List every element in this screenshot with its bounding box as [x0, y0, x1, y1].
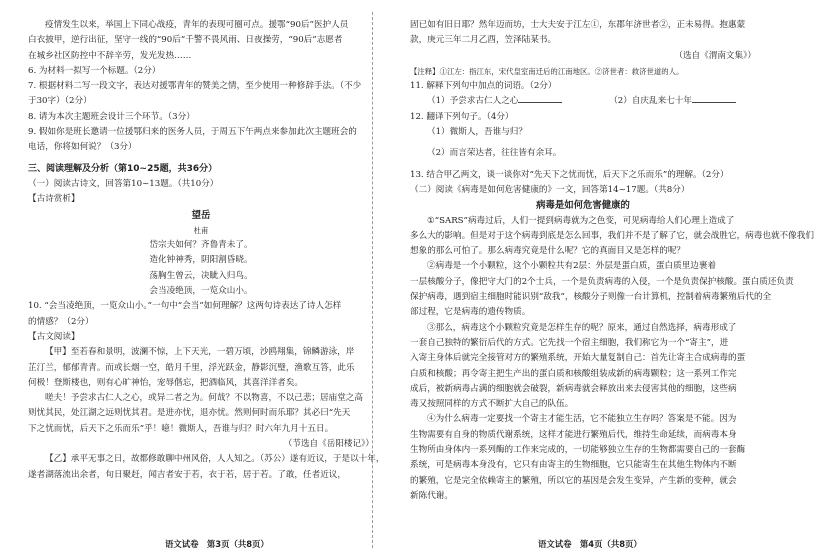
poem-line: 造化钟神秀，阴阳割昏晓。: [149, 255, 253, 266]
question-11-item-2: [609, 94, 736, 109]
poem-line: 荡胸生曾云，决眦入归鸟。: [149, 270, 253, 281]
passage-jia-line: 则忧其民，处江湖之远则忧其君。是进亦忧，退亦忧。然则何时而乐耶？其必曰“先天: [28, 408, 351, 419]
article-para-1-line: ①“SARS”病毒过后，人们一提到病毒就为之色变，可见病毒给人们心理上造成了: [427, 215, 735, 226]
article-para-4-line: 系统，可是病毒本身没有，它只有由寄主的生物细胞，它只能寄生在其他生物体内不断: [410, 460, 737, 471]
passage-jia-line: 嗟夫！予尝求古仁人之心，或异二者之为。何哉？不以物喜，不以己悲；居庙堂之高: [45, 393, 363, 404]
answer-blank[interactable]: [692, 94, 736, 103]
question-10-cont: 的情感？（2分）: [28, 316, 94, 327]
question-7: 7. 根据材料二写一段文字，表达对援鄂青年的赞美之情，至少使用一种修辞手法。（不少: [28, 81, 362, 92]
prose-heading: 【古文阅读】: [28, 331, 80, 342]
article-para-1-line: 想象的那么可怕了。那么病毒究竟是什么呢？它的真面目又是怎样的呢？: [410, 246, 686, 257]
passage-yi-line: 【乙】承平无事之日，故都修敢聊中州风俗，人人知之。（苏公）遂有近议，于是以十年，: [45, 454, 385, 465]
article-para-2-line: 保护病毒，遇到宿主细胞时能识别“敌我”，核酸分子则像一台计算机，控制着病毒繁殖后代的全: [410, 292, 772, 303]
passage-yi-line: 固已如有旧日耶？然年迈而坊，士大夫安于江左①，东郡年济世者②，正未易得。抱惠蒙: [410, 20, 746, 30]
article-para-2-line: ②病毒是一个小颗粒，这个小颗粒共有2层：外层是蛋白质，蛋白质里边裹着: [427, 261, 717, 272]
question-8: 8. 请为本次主题班会设计三个环节。（3分）: [28, 111, 195, 122]
article-para-4-line: 生物所由身体内一系列酶的工作来完成的，一切能够独立生存的生物都需要自己的一套酶: [410, 445, 746, 456]
right-page: [410, 18, 814, 504]
passage-yi-line: 遂者湖落流出余者，旬日聚赶，闻吉者安于若，衣于若，居于若。了敢，任者近议，: [28, 469, 346, 480]
answer-blank[interactable]: [518, 94, 562, 103]
article-para-1-line: 多么大的影响。但是对于这个病毒到底是怎么回事，我们并不是了解了它，就会战胜它，病毒也就不像我们: [410, 230, 814, 241]
article-para-3-line: 白质和核酸；再令寄主把生产出的蛋白质和核酸组装成新的病毒颗粒；这一系列工作完: [410, 368, 737, 379]
passage-yi-source: （选自《渭南文集》）: [674, 50, 756, 61]
poem-line: 会当凌绝顶，一览众山小。: [149, 286, 253, 297]
passage-jia-line: 【甲】至若春和景明，波澜不惊，上下天光，一碧万顷，沙鸥翔集，锦鳞游泳，岸: [45, 347, 355, 358]
question-11: 11. 解释下列句中加点的词语。（2分）: [410, 81, 557, 92]
passage-jia-source: （节选自《岳阳楼记》）: [283, 439, 374, 450]
question-12-item-1: （1）微斯人，吾谁与归？: [427, 127, 527, 138]
page-footer-left: 语文试卷 第3页（共8页）: [165, 539, 269, 549]
passage-jia-line: 芷汀兰，郁郁青青。而或长烟一空，皓月千里，浮光跃金，静影沉璧，渔歌互答，此乐: [28, 362, 355, 373]
poem-heading: 【古诗赏析】: [28, 194, 80, 205]
article-para-3-line: 一套自己独特的繁衍后代的方式。它先找一个宿主细胞，我们称它为一个“寄主”，进: [410, 337, 729, 348]
article-para-3-line: 毒又按照同样的方式不断扩大自己的队伍。: [410, 399, 574, 410]
question-11-item-1-text: （1）予尝求古仁人之心: [427, 96, 519, 107]
article-para-4-line: 新陈代谢。: [410, 490, 453, 501]
intro-line: 疫情发生以来，举国上下同心战疫，青年的表现可圈可点。援鄂“90后”医护人员: [45, 20, 349, 30]
part-2-heading: （二）阅读《病毒是如何危害健康的》一文，回答第14~17题。（共8分）: [410, 184, 690, 195]
passage-jia-line: 下之忧而忧，后天下之乐而乐”乎！噫！微斯人，吾谁与归？时六年九月十五日。: [28, 423, 334, 434]
poem-author: 杜甫: [193, 225, 209, 235]
question-11-items: [410, 94, 756, 109]
poem-title: 望岳: [191, 209, 211, 221]
question-7-cont: 于30字）（2分）: [28, 96, 92, 107]
question-11-item-2-text: （2）自庆乱来七十年: [609, 96, 692, 107]
question-12: 12. 翻译下列句子。（4分）: [410, 111, 514, 122]
question-12-item-2: （2）而言荣达者，往往皆有余耳。: [427, 148, 562, 159]
article-title: 病毒是如何危害健康的: [536, 200, 630, 212]
article-para-3-line: 入寄主身体后就完全接管对方的繁殖系统，开始大量复制自己：首先让寄主合成病毒的蛋: [410, 353, 746, 364]
article-para-3-line: ③那么，病毒这个小颗粒究竟是怎样生存的呢？原来，通过自然选择，病毒形成了: [427, 322, 737, 333]
annotation-note: 【注释】①江左：指江东，宋代皇室南迁后的江南地区。②济世者：救济世道的人。: [410, 66, 684, 76]
left-page: [28, 18, 385, 483]
article-para-2-line: 一层核酸分子，像把守大门的2个士兵，一个是负责病毒的入侵，一个是负责保护核酸。蛋白质还负责: [410, 276, 794, 287]
question-11-item-1: [427, 94, 562, 109]
intro-line: 白衣披甲，逆行出征，坚守一线的“90后”千警不畏风雨、日夜操劳，“90后”志愿者: [28, 35, 343, 46]
question-10: 10. “会当凌绝顶，一览众山小。”一句中“会当”如何理解？这两句诗表达了诗人怎样: [28, 301, 342, 312]
article-para-4-line: 生物需要有自身的物质代谢系统，这样才能进行繁殖后代，维持生命延续，而病毒本身: [410, 429, 737, 440]
question-9-cont: 电话，你将如何说？（3分）: [28, 142, 137, 153]
article-para-4-line: ④为什么病毒一定要找一个寄主才能生活，它不能独立生存吗？答案是不能。因为: [427, 414, 737, 425]
passage-yi-line: 款，庚元三年二月乙酉，笠泽陆某书。: [410, 35, 557, 46]
passage-jia-line: 何极！登斯楼也，则有心旷神怡，宠辱偕忘，把酒临风，其喜洋洋者矣。: [28, 377, 304, 388]
part-1-heading: （一）阅读古诗文，回答第10~13题。（共10分）: [28, 178, 219, 189]
page-footer-right: 语文试卷 第4页（共8页）: [538, 539, 642, 549]
article-para-2-line: 部过程，它是病毒的遗传物质。: [410, 307, 531, 318]
article-para-4-line: 的繁殖，它是完全依赖寄主的繁殖，所以它的基因是会发生变异，产生新的变种，就会: [410, 475, 737, 486]
poem-line: 岱宗夫如何？齐鲁青未了。: [149, 240, 253, 251]
question-6: 6. 为材料一拟写一个标题。（2分）: [28, 65, 161, 76]
question-13: 13. 结合甲乙两文，谈一谈你对“先天下之忧而忧，后天下之乐而乐”的理解。（2分）: [410, 169, 729, 180]
question-9: 9. 假如你是班长邀请一位援鄂归来的医务人员，于周五下午两点来参加此次主题班会的: [28, 127, 357, 138]
section-3-heading: 三、阅读理解及分析（第10~25题，共36分）: [28, 163, 218, 174]
intro-line: 在城乡社区防控中不辞辛劳，发光发热……: [28, 50, 192, 61]
article-para-3-line: 成后，被新病毒占满的细胞就会破裂，新病毒就会释放出来去侵害其他的细胞，这些病: [410, 383, 737, 394]
